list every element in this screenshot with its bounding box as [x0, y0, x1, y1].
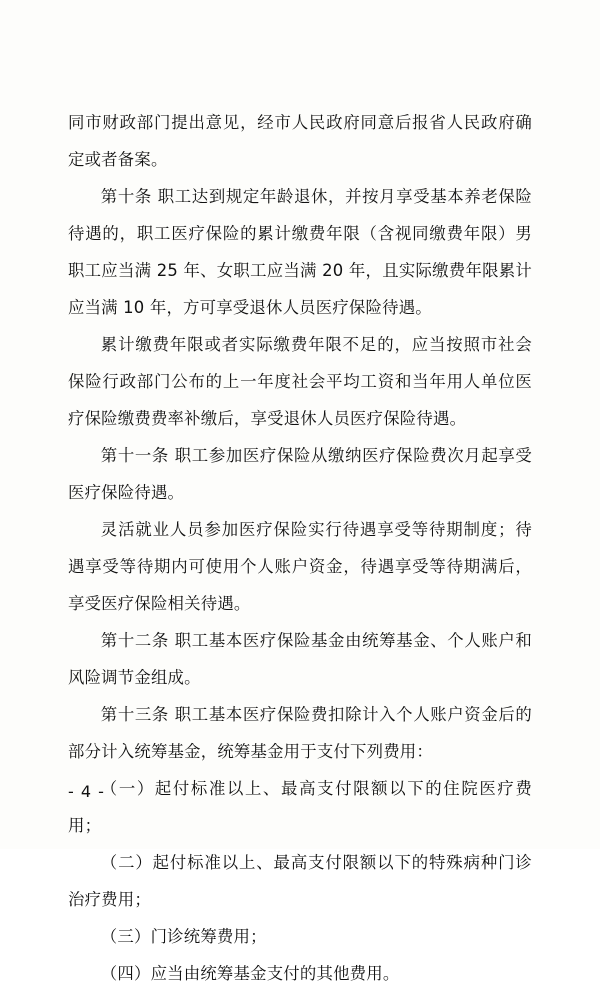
paragraph: 累计缴费年限或者实际缴费年限不足的，应当按照市社会保险行政部门公布的上一年度社会平均工资和当年用人单位医疗保险缴费费率补缴后，享受退休人员医疗保险待遇。	[68, 335, 532, 428]
list-item: （三）门诊统筹费用；	[100, 927, 267, 946]
paragraph: 第十条 职工达到规定年龄退休，并按月享受基本养老保险待遇的，职工医疗保险的累计缴费年限（含视同缴费年限）男职工应当满 25 年、女职工应当满 20 年，且实际缴费年限累计应当满 10 年，方可享受退休人员医疗保险待遇。	[68, 187, 532, 317]
document-body	[68, 104, 532, 992]
paragraph: 第十三条 职工基本医疗保险费扣除计入个人账户资金后的部分计入统筹基金，统筹基金用于支付下列费用：	[68, 705, 532, 761]
list-item: （四）应当由统筹基金支付的其他费用。	[100, 964, 400, 983]
paragraph: 第十一条 职工参加医疗保险从缴纳医疗保险费次月起享受医疗保险待遇。	[68, 446, 532, 502]
paragraph: 同市财政部门提出意见，经市人民政府同意后报省人民政府确定或者备案。	[68, 113, 532, 169]
paragraph: 灵活就业人员参加医疗保险实行待遇享受等待期制度；待遇享受等待期内可使用个人账户资金，待遇享受等待期满后，享受医疗保险相关待遇。	[68, 520, 532, 613]
list-item: （一）起付标准以上、最高支付限额以下的住院医疗费用；	[68, 779, 532, 835]
paragraph: 第十二条 职工基本医疗保险基金由统筹基金、个人账户和风险调节金组成。	[68, 631, 532, 687]
page-number: - 4 -	[68, 782, 105, 801]
list-item: （二）起付标准以上、最高支付限额以下的特殊病种门诊治疗费用；	[68, 853, 532, 909]
